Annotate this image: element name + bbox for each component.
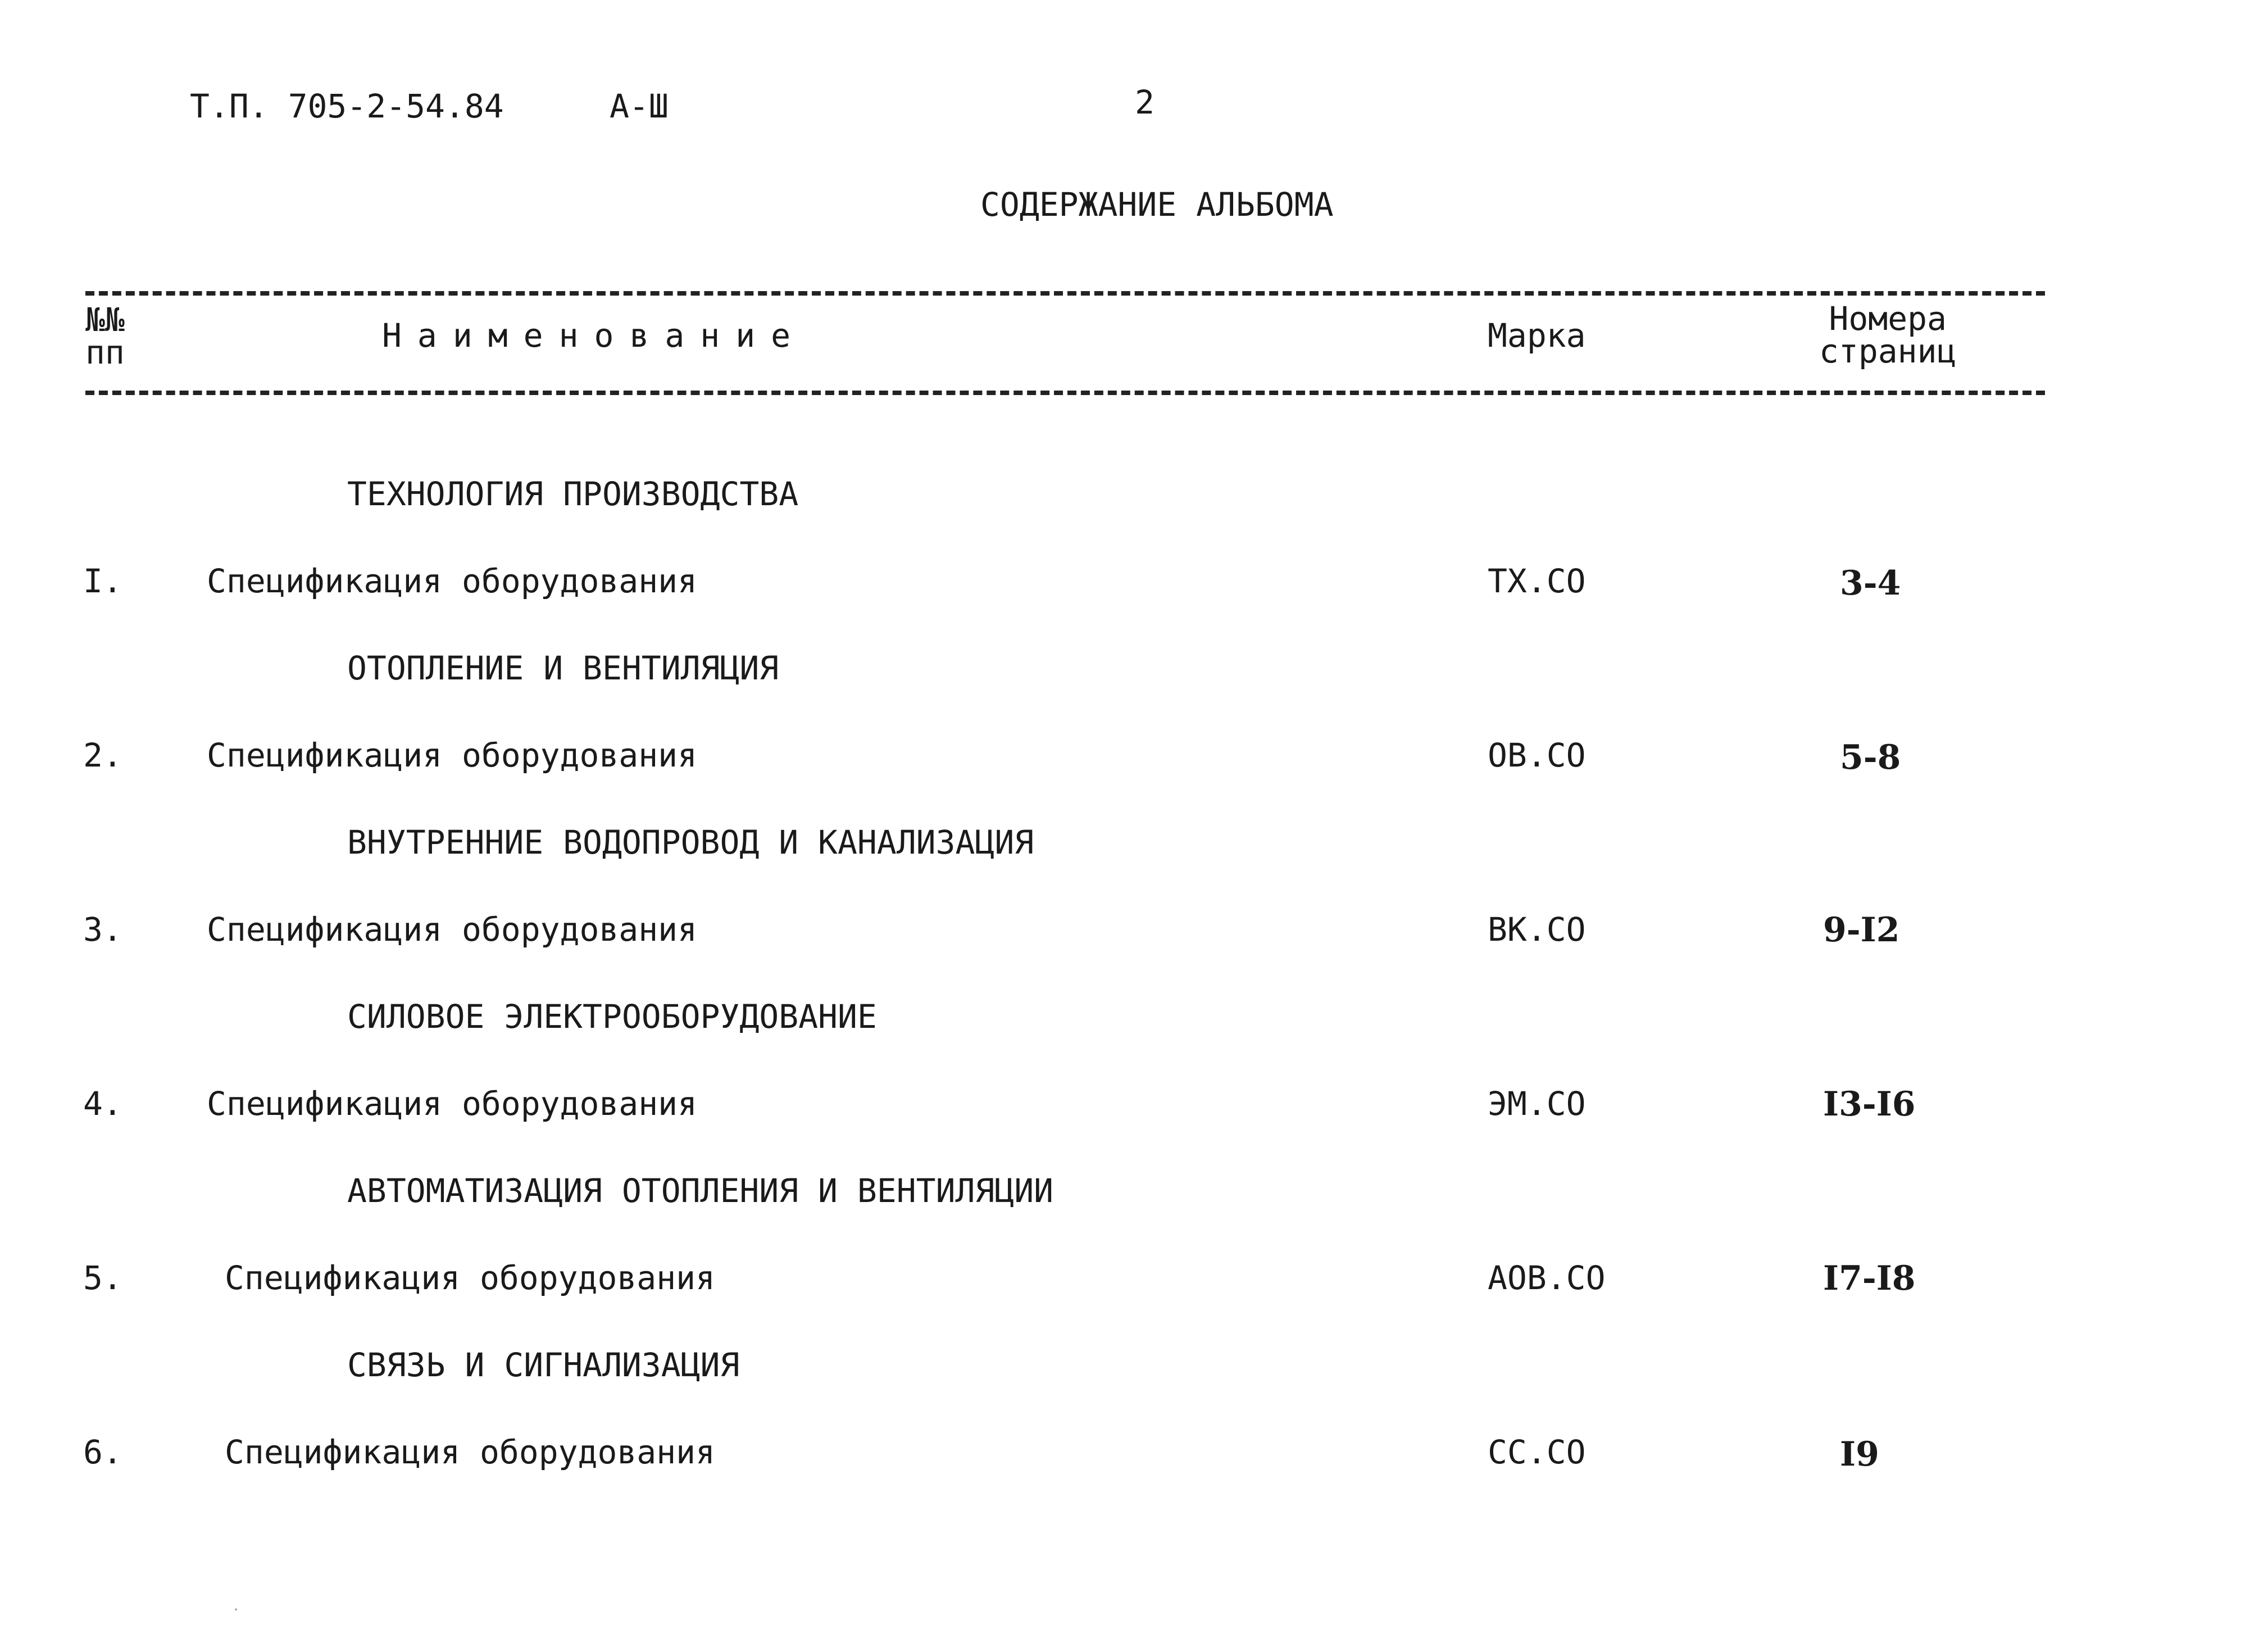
item-number: 6. xyxy=(83,1433,122,1471)
album-code: А-Ш xyxy=(610,87,669,125)
item-pages: 5-8 xyxy=(1840,738,1901,777)
item-number: I. xyxy=(83,562,122,600)
page-number: 2 xyxy=(1135,83,1155,121)
item-mark: ОВ.СО xyxy=(1488,736,1586,774)
column-header-num xyxy=(85,303,125,369)
item-name: Спецификация оборудования xyxy=(207,910,697,949)
item-mark: СС.СО xyxy=(1488,1433,1586,1471)
item-name: Спецификация оборудования xyxy=(207,1085,697,1123)
column-header-num-line2: пп xyxy=(85,333,125,371)
column-header-pages-line2: страниц xyxy=(1819,332,1957,370)
document-code: Т.П. 705-2-54.84 xyxy=(190,87,504,125)
section-heading: ТЕХНОЛОГИЯ ПРОИЗВОДСТВА xyxy=(347,475,799,513)
item-name: Спецификация оборудования xyxy=(225,1433,715,1471)
section-heading: ВНУТРЕННИЕ ВОДОПРОВОД И КАНАЛИЗАЦИЯ xyxy=(347,823,1034,861)
item-name: Спецификация оборудования xyxy=(225,1259,715,1297)
item-number: 5. xyxy=(83,1259,122,1297)
item-pages: I9 xyxy=(1840,1435,1879,1474)
table-top-rule xyxy=(85,291,2045,296)
item-number: 2. xyxy=(83,736,122,774)
column-header-num-line1: №№ xyxy=(85,301,125,339)
section-heading: СВЯЗЬ И СИГНАЛИЗАЦИЯ xyxy=(347,1346,740,1384)
item-mark: ВК.СО xyxy=(1488,910,1586,949)
column-header-mark: Марка xyxy=(1488,316,1586,355)
item-number: 4. xyxy=(83,1085,122,1123)
scan-speck xyxy=(235,1608,237,1611)
item-name: Спецификация оборудования xyxy=(207,736,697,774)
column-header-name: Наименование xyxy=(382,316,807,355)
item-pages: 3-4 xyxy=(1840,564,1901,603)
section-heading: ОТОПЛЕНИЕ И ВЕНТИЛЯЦИЯ xyxy=(347,649,779,687)
item-pages: 9-I2 xyxy=(1823,910,1900,950)
column-header-pages-line1: Номера xyxy=(1829,300,1947,338)
page-title: СОДЕРЖАНИЕ АЛЬБОМА xyxy=(980,185,1334,224)
item-mark: ТХ.СО xyxy=(1488,562,1586,600)
item-pages: I7-I8 xyxy=(1823,1259,1916,1298)
item-mark: АОВ.СО xyxy=(1488,1259,1606,1297)
item-mark: ЭМ.СО xyxy=(1488,1085,1586,1123)
table-header-bottom-rule xyxy=(85,391,2045,395)
column-header-pages xyxy=(1819,302,1956,368)
item-name: Спецификация оборудования xyxy=(207,562,697,600)
section-heading: СИЛОВОЕ ЭЛЕКТРООБОРУДОВАНИЕ xyxy=(347,997,877,1036)
item-number: 3. xyxy=(83,910,122,949)
item-pages: I3-I6 xyxy=(1823,1085,1916,1124)
section-heading: АВТОМАТИЗАЦИЯ ОТОПЛЕНИЯ И ВЕНТИЛЯЦИИ xyxy=(347,1172,1054,1210)
